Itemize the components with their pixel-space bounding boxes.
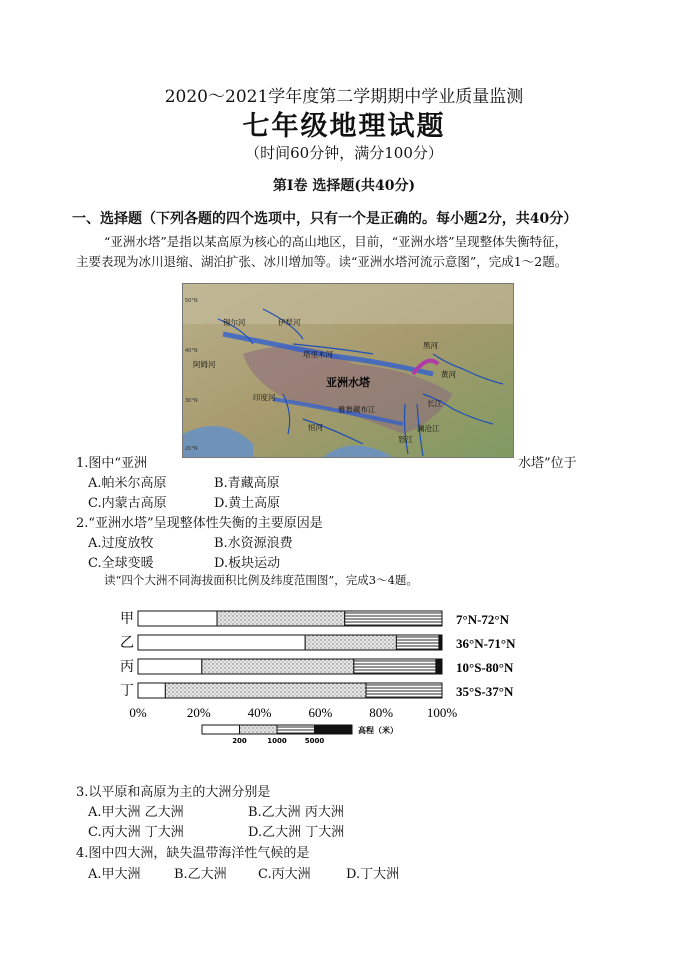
asia-water-tower-map (182, 283, 514, 458)
bar-segment (305, 635, 396, 650)
q2-option-b: B.水资源浪费 (214, 536, 293, 551)
x-tick-label: 60% (308, 705, 333, 720)
bar-segment (138, 659, 202, 674)
lat-label: 20°N (185, 446, 198, 452)
river-label: 印度河 (253, 393, 276, 402)
river-label: 黑河 (423, 341, 438, 350)
river-label: 雅鲁藏布江 (338, 405, 376, 414)
bar-segment (354, 659, 436, 674)
q1-stem-left: 1.图中“亚洲 (76, 456, 148, 471)
legend-tick-label: 200 (232, 737, 247, 745)
lat-label: 30°N (185, 398, 198, 404)
q4-option-d: D.丁大洲 (346, 867, 400, 882)
q3-option-c: C.丙大洲 丁大洲 (88, 825, 184, 840)
river-label: 怒江 (398, 435, 413, 444)
river-label: 塔里木河 (303, 350, 333, 359)
bar-segment (202, 659, 354, 674)
q3-option-b: B.乙大洲 丙大洲 (248, 805, 344, 820)
lat-label: 40°N (185, 348, 198, 354)
legend-unit-label: 高程（米） (358, 726, 398, 735)
bar-segment (366, 683, 442, 698)
q4-option-b: B.乙大洲 (174, 867, 227, 882)
q3-option-a: A.甲大洲 乙大洲 (88, 805, 184, 820)
x-tick-label: 40% (247, 705, 272, 720)
x-tick-label: 0% (129, 705, 147, 720)
q1-option-a: A.帕米尔高原 (88, 476, 167, 491)
continent-label: 甲 (120, 611, 134, 627)
legend-swatch (277, 725, 315, 734)
legend-swatch (315, 725, 353, 734)
q3-option-d: D.乙大洲 丁大洲 (248, 825, 345, 840)
river-label: 长江 (427, 399, 442, 408)
q3-stem: 3.以平原和高原为主的大洲分别是 (76, 785, 271, 800)
q1-option-c: C.内蒙古高原 (88, 496, 167, 511)
river-label: 澜沧江 (417, 424, 440, 433)
river-label: 伊犁河 (278, 318, 301, 327)
bar-segment (345, 611, 442, 626)
continent-label: 丙 (120, 659, 134, 675)
exam-title: 七年级地理试题 (242, 111, 446, 142)
legend-swatch (202, 725, 240, 734)
x-tick-label: 20% (186, 705, 211, 720)
legend-swatch (240, 725, 278, 734)
exam-header: 2020～2021学年度第二学期期中学业质量监测 (164, 87, 524, 107)
q4-option-c: C.丙大洲 (258, 867, 311, 882)
map-graphic (183, 284, 513, 457)
part-title: 第Ⅰ卷 选择题(共40分) (272, 178, 416, 194)
river-label: 锡尔河 (223, 318, 246, 327)
elevation-latitude-chart (108, 603, 548, 763)
intro-text-line2: 主要表现为冰川退缩、湖泊扩张、冰川增加等。读“亚洲水塔河流示意图”，完成1～2题。 (76, 254, 568, 269)
q2-option-c: C.全球变暖 (88, 556, 154, 571)
q2-option-d: D.板块运动 (214, 556, 281, 571)
river-label: 恒河 (308, 423, 323, 432)
latitude-range-label: 35°S-37°N (456, 684, 514, 699)
latitude-range-label: 10°S-80°N (456, 660, 514, 675)
continent-label: 乙 (120, 635, 134, 651)
bar-segment (138, 635, 305, 650)
river-label: 黄河 (441, 370, 456, 379)
map-center-label: 亚洲水塔 (326, 376, 370, 389)
legend-tick-label: 5000 (304, 737, 325, 745)
q4-stem: 4.图中四大洲，缺失温带海洋性气候的是 (76, 846, 310, 861)
q2-option-a: A.过度放牧 (88, 536, 154, 551)
q1-stem-right: 水塔”位于 (518, 456, 577, 471)
section-title: 一、选择题（下列各题的四个选项中，只有一个是正确的。每小题2分，共40分） (72, 211, 578, 227)
q2-stem: 2.“亚洲水塔”呈现整体性失衡的主要原因是 (76, 516, 323, 531)
river-label: 阿姆河 (193, 360, 216, 369)
legend-tick-label: 1000 (267, 737, 287, 745)
intro-text-line1: “亚洲水塔”是指以某高原为核心的高山地区，目前，“亚洲水塔”呈现整体失衡特征， (104, 234, 568, 249)
lat-label: 50°N (185, 298, 198, 304)
continent-label: 丁 (120, 683, 134, 699)
chart-reading-note: 读“四个大洲不同海拔面积比例及纬度范围图”，完成3～4题。 (104, 573, 418, 587)
q1-option-b: B.青藏高原 (214, 476, 280, 491)
bar-segment (439, 635, 442, 650)
latitude-range-label: 7°N-72°N (456, 612, 510, 627)
time-note: （时间60分钟，满分100分） (245, 144, 443, 162)
q4-option-a: A.甲大洲 (88, 867, 141, 882)
bar-segment (138, 611, 217, 626)
bar-segment (165, 683, 366, 698)
q1-option-d: D.黄土高原 (214, 496, 281, 511)
latitude-range-label: 36°N-71°N (456, 636, 516, 651)
bar-segment (138, 683, 165, 698)
bar-segment (217, 611, 345, 626)
x-tick-label: 100% (426, 705, 458, 720)
x-tick-label: 80% (369, 705, 394, 720)
bar-segment (436, 659, 442, 674)
bar-segment (396, 635, 439, 650)
